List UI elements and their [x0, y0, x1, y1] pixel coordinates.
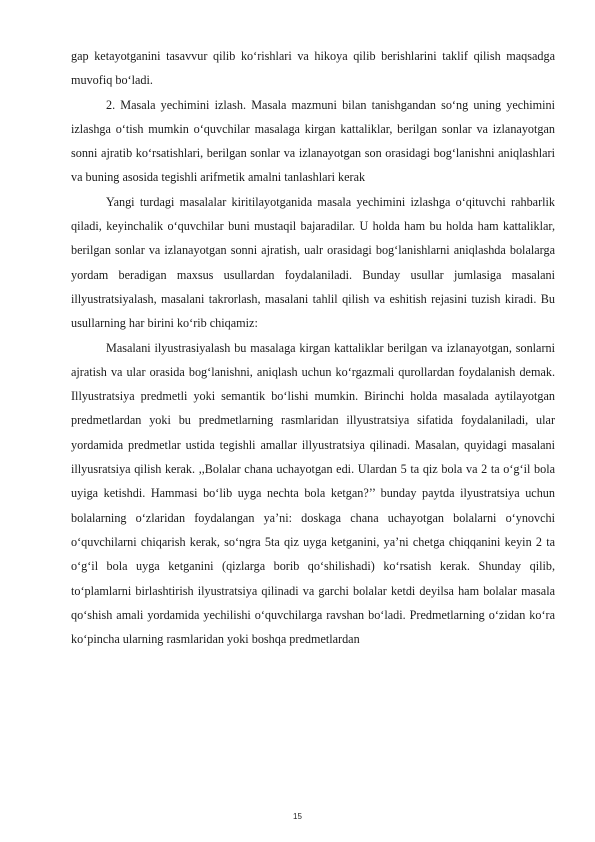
paragraph-masala-yechimini-izlash: 2. Masala yechimini izlash. Masala mazmuni bilan tanishgandan so‘ng uning yechimini izlashga o‘tish mumkin o‘quvchilar masalaga kirgan kattaliklar, berilgan sonlar va izlanayotgan sonni ajratib ko‘rsatishlari, berilgan sonlar va izlanayotgan son orasidagi bog‘lanishni aniqlashlari va buning asosida tegishli arifmetik amalni tanlashlari kerak [71, 97, 555, 185]
page-number: 15 [293, 812, 302, 821]
paragraph-yangi-turdagi-masalalar: Yangi turdagi masalalar kiritilayotganida masala yechimini izlashga o‘qituvchi rahbarlik qiladi, keyinchalik o‘quvchilar buni mustaqil bajaradilar. U holda ham bu holda ham kattaliklar, berilgan sonlar va izlanayotgan sonni ajratish, ualr orasidagi bog‘lanishlarni aniqlashda bolalarga yordam beradigan maxsus usullardan foydalaniladi. Bunday usullar jumlasiga masalani illyustratsiyalash, masalani takrorlash, masalani tahlil qilish va eshitish rejasini tuzish kiradi. Bu usullarning har birini ko‘rib chiqamiz: [71, 194, 555, 331]
paragraph-continuation: gap ketayotganini tasavvur qilib ko‘rishlari va hikoya qilib berishlarini taklif qilish maqsadga muvofiq bo‘ladi. [71, 49, 555, 88]
paragraph-ilyustrasiyalash: Masalani ilyustrasiyalash bu masalaga kirgan kattaliklar berilgan va izlanayotgan, sonlarni ajratish va ular orasida bog‘lanishni, aniqlash uchun ko‘rgazmali qurollardan foydalanish demak. Illyustratsiya predmetli yoki semantik bo‘lishi mumkin. Birinchi holda masalada aytilayotgan predmetlardan yoki bu predmetlarning rasmlaridan illyustratsiya sifatida foydalaniladi, ular yordamida predmetlar ustida tegishli amallar illyustratsiya qilinadi. Masalan, quyidagi masalani illyusratsiya qilish kerak. ,,Bolalar chana uchayotgan edi. Ulardan 5 ta qiz bola va 2 ta o‘g‘il bola uyiga ketishdi. Hammasi bo‘lib uyga nechta bola ketgan?’’ bunday paytda ilyustratsiya uchun bolalarning o‘zlaridan foydalangan ya’ni: doskaga chana uchayotgan bolalarni o‘ynovchi o‘quvchilarni chiqarish kerak, so‘ngra 5ta qiz uyga ketganini, ya’ni chetga chiqqanini keyin 2 ta o‘g‘il bola uyga ketganini (qizlarga borib qo‘shilishadi) ko‘rsatish kerak. Shunday qilib, to‘plamlarni birlashtirish ilyustratsiya qilinadi va garchi bolalar ketdi deyilsa ham bolalar masala qo‘shish amali yordamida yechilishi o‘quvchilarga ravshan bo‘ladi. Predmetlarning o‘zidan ko‘ra ko‘pincha ularning rasmlaridan yoki boshqa predmetlardan [71, 340, 555, 647]
document-body [71, 44, 555, 651]
